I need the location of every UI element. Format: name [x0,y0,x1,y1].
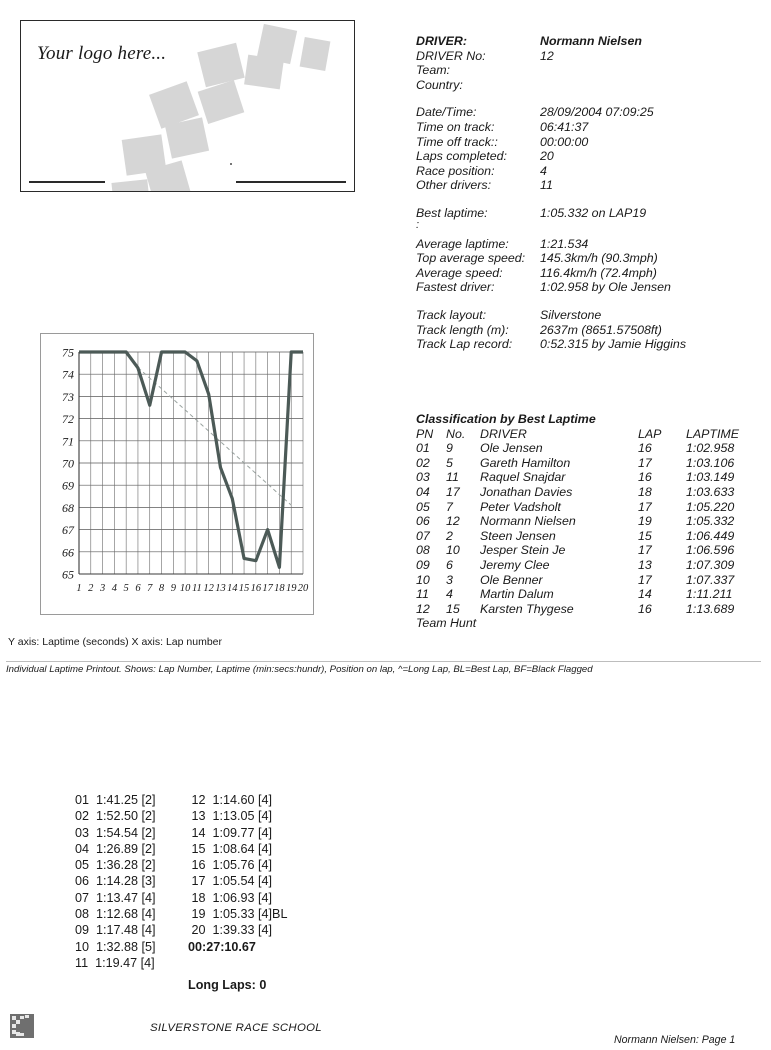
table-row [416,470,766,485]
checkered-flag-square [111,179,150,192]
chart-y-tick: 65 [62,567,74,582]
cell-no: 12 [446,514,460,529]
lap-entry: 12 1:14.60 [4] [191,793,273,807]
cell-lap: 16 [638,601,652,616]
info-row-driver [416,34,766,49]
lap-entry: 05 1:36.28 [2] [75,858,156,873]
info-value: 28/09/2004 07:09:25 [540,105,654,120]
chart-data-line [79,352,303,567]
info-row-time-off-track [416,135,766,150]
table-row [416,441,766,456]
chart-x-tick: 6 [135,583,141,594]
chart-x-tick-labels [76,583,309,594]
cell-lap: 16 [638,441,652,456]
info-value [540,63,766,78]
checkered-flag-square [197,43,245,88]
info-value: 145.3km/h (90.3mph) [540,251,658,266]
lap-entry: 06 1:14.28 [3] [75,874,156,889]
info-row-average-speed [416,266,766,281]
classification-body [416,441,766,616]
spacer [416,295,766,308]
info-row-track-length [416,323,766,338]
info-value: Silverstone [540,307,602,322]
lap-entry: 04 1:26.89 [2] [75,841,156,856]
cell-no: 3 [446,572,453,587]
cell-laptime: 1:06.449 [686,528,735,543]
info-label: DRIVER No: [416,48,486,63]
cell-no: 4 [446,587,453,602]
cell-pn: 04 [416,484,430,499]
cell-driver: Martin Dalum [480,587,554,602]
lap-entry: 08 1:12.68 [4] [75,907,156,922]
classification-header-row [416,427,766,442]
cell-driver: Jesper Stein Je [480,543,566,558]
chart-x-tick: 11 [192,583,202,594]
chart-x-tick: 2 [88,583,94,594]
cell-laptime: 1:03.149 [686,470,735,485]
horizontal-rule [6,661,761,662]
lap-entry: 13 1:13.05 [4] [191,809,273,824]
chart-y-tick: 70 [62,456,74,471]
chart-y-tick: 67 [62,523,74,538]
classification-footer-note: Team Hunt [416,616,477,631]
cell-lap: 13 [638,557,652,572]
cell-lap: 15 [638,528,652,543]
lap-entry: 20 1:39.33 [4] [191,923,273,938]
info-value: 11 [540,178,553,193]
chart-x-tick: 1 [76,583,82,594]
info-value: 20 [540,149,554,164]
cell-driver: Raquel Snajdar [480,470,566,485]
chart-y-tick: 72 [62,412,74,427]
lap-entry: 02 1:52.50 [2] [75,809,156,824]
lap-entry: 10 1:32.88 [5] [75,939,156,954]
cell-laptime: 1:07.309 [686,557,735,572]
info-row-datetime [416,105,766,120]
chart-x-tick: 12 [203,583,214,594]
cell-no: 5 [446,455,453,470]
cell-lap: 17 [638,499,652,514]
long-laps-count: Long Laps: 0 [188,978,267,992]
cell-pn: 09 [416,557,430,572]
chart-axis-caption: Y axis: Laptime (seconds) X axis: Lap number [8,636,222,648]
chart-x-tick: 14 [227,583,238,594]
chart-gridlines [79,352,303,574]
cell-no: 17 [446,484,460,499]
info-value: 1:21.534 [540,236,589,251]
cell-no: 15 [446,601,460,616]
cell-laptime: 1:05.332 [686,514,735,529]
lap-entry: 07 1:13.47 [4] [75,890,156,905]
printout-legend-caption: Individual Laptime Printout. Shows: Lap Number, Laptime (min:secs:hundr), Position on lap, ^=Long Lap, BL=Best Lap, BF=Black Flagged [6,664,593,675]
cell-laptime: 1:11.211 [686,587,733,602]
cell-no: 7 [446,499,453,514]
total-time: 00:27:10.67 [188,940,256,954]
info-label: Laps completed: [416,149,507,164]
info-value: 06:41:37 [540,119,589,134]
table-row [416,558,766,573]
header-no: No. [446,426,466,441]
lap-entry: 01 1:41.25 [2] [75,793,156,807]
chart-x-tick: 10 [179,583,191,594]
logo-rule-left [29,181,105,183]
info-value: 1:05.332 on LAP19 [540,205,647,220]
info-value: 00:00:00 [540,134,589,149]
cell-pn: 03 [416,470,430,485]
lap-entry: 19 1:05.33 [4]BL [191,907,288,922]
total-time-wrap [188,938,256,956]
table-row [416,587,766,602]
cell-lap: 16 [638,470,652,485]
race-school-logo-icon [8,1012,38,1040]
lap-entry: 14 1:09.77 [4] [191,825,273,840]
table-row [416,573,766,588]
cell-pn: 11 [416,587,429,602]
info-value [540,78,766,93]
chart-y-tick: 74 [62,367,74,382]
stray-colon: : [416,218,420,231]
chart-y-tick: 73 [62,389,74,404]
chart-x-tick: 8 [158,583,165,594]
cell-pn: 12 [416,601,430,616]
checkered-flag-square [300,37,331,71]
chart-x-tick: 20 [297,583,309,594]
info-label: Other drivers: [416,178,492,193]
cell-driver: Normann Nielsen [480,514,576,529]
info-row-top-average-speed [416,251,766,266]
table-row [416,514,766,529]
table-row [416,529,766,544]
info-value: 2637m (8651.57508ft) [540,322,662,337]
info-value: 0:52.315 by Jamie Higgins [540,337,687,352]
spacer [416,92,766,105]
cell-lap: 14 [638,587,652,602]
logo-dot [230,163,232,165]
info-label: Time off track:: [416,134,498,149]
chart-y-tick-labels [62,346,75,582]
info-value: Normann Nielsen [540,34,642,48]
lap-entry: 03 1:54.54 [2] [75,825,156,840]
cell-pn: 08 [416,543,430,558]
laptime-chart [40,333,314,615]
cell-laptime: 1:06.596 [686,543,735,558]
chart-x-tick: 15 [238,583,250,594]
info-label: Race position: [416,163,495,178]
cell-no: 9 [446,441,453,456]
table-row [416,500,766,515]
info-row-time-on-track [416,120,766,135]
checkered-flag-square [198,80,245,124]
info-row-other-drivers [416,178,766,193]
cell-no: 11 [446,470,459,485]
chart-x-tick: 16 [250,583,262,594]
info-row-race-position [416,164,766,179]
cell-lap: 17 [638,455,652,470]
info-row-track-lap-record [416,337,766,352]
cell-pn: 07 [416,528,430,543]
cell-laptime: 1:13.689 [686,601,735,616]
info-label: Track length (m): [416,322,509,337]
logo-placeholder-text: Your logo here... [37,43,167,64]
chart-x-tick: 17 [262,583,273,594]
footer-logo-icon [8,1012,38,1040]
cell-lap: 17 [638,572,652,587]
lap-entry: 16 1:05.76 [4] [191,858,273,873]
info-label: Date/Time: [416,105,477,120]
classification-title: Classification by Best Laptime [416,412,596,426]
info-row-average-laptime [416,237,766,252]
cell-laptime: 1:03.106 [686,455,735,470]
chart-x-tick: 9 [170,583,176,594]
info-row-driver-no [416,49,766,64]
cell-pn: 01 [416,441,430,456]
lap-entry: 18 1:06.93 [4] [191,890,273,905]
cell-driver: Steen Jensen [480,528,556,543]
info-label: Team: [416,63,450,78]
chart-x-tick: 7 [147,583,153,594]
info-label: Track Lap record: [416,337,513,352]
info-value: 4 [540,163,547,178]
footer-page-label: Normann Nielsen: Page 1 [614,1034,736,1046]
cell-no: 2 [446,528,453,543]
cell-lap: 19 [638,514,652,529]
logo-rule-right [236,181,346,183]
table-row [416,456,766,471]
cell-pn: 02 [416,455,430,470]
cell-lap: 18 [638,484,652,499]
classification-panel [416,412,766,631]
lap-list-column-1 [75,792,156,971]
spacer [416,193,766,206]
cell-no: 10 [446,543,460,558]
chart-y-tick: 68 [62,500,74,515]
info-row-laps-completed [416,149,766,164]
info-value: 116.4km/h (72.4mph) [540,265,657,280]
info-label: Country: [416,77,463,92]
cell-driver: Jonathan Davies [480,484,573,499]
cell-driver: Ole Jensen [480,441,543,456]
info-row-team [416,63,766,78]
chart-x-tick: 18 [274,583,285,594]
chart-x-tick: 4 [111,583,117,594]
table-row [416,485,766,500]
header-driver: DRIVER [480,426,527,441]
cell-pn: 05 [416,499,430,514]
info-value: 12 [540,48,554,63]
lap-entry: 17 1:05.54 [4] [191,874,273,889]
info-label: Best laptime: [416,205,488,220]
info-label: Fastest driver: [416,280,495,295]
header-pn: PN [416,426,434,441]
cell-driver: Karsten Thygese [480,601,574,616]
long-laps-wrap [188,976,266,994]
chart-y-tick: 71 [62,434,74,449]
cell-pn: 10 [416,572,430,587]
lap-entry: 11 1:19.47 [4] [75,955,155,970]
cell-pn: 06 [416,514,430,529]
cell-laptime: 1:07.337 [686,572,735,587]
info-row-fastest-driver [416,280,766,295]
cell-lap: 17 [638,543,652,558]
info-label: Track layout: [416,307,487,322]
info-label: Average speed: [416,265,503,280]
info-label: DRIVER: [416,34,467,48]
cell-driver: Ole Benner [480,572,543,587]
footer-school-name: SILVERSTONE RACE SCHOOL [150,1022,322,1034]
lap-entry: 15 1:08.64 [4] [191,841,273,856]
chart-y-tick: 66 [62,545,74,560]
chart-x-tick: 13 [215,583,226,594]
info-row-country [416,78,766,93]
header-lap: LAP [638,426,662,441]
chart-x-tick: 19 [285,583,297,594]
cell-laptime: 1:03.633 [686,484,735,499]
lap-entry: 09 1:17.48 [4] [75,923,156,938]
cell-no: 6 [446,557,453,572]
chart-y-tick: 69 [62,478,74,493]
info-row-best-laptime [416,206,766,221]
chart-x-tick: 5 [123,583,129,594]
cell-laptime: 1:02.958 [686,441,735,456]
table-row [416,602,766,617]
cell-driver: Jeremy Clee [480,557,550,572]
classification-table [416,427,766,617]
checkered-flag-square [244,55,284,90]
info-label: Average laptime: [416,236,509,251]
info-label: Top average speed: [416,251,526,266]
driver-info-panel [416,34,766,352]
cell-driver: Gareth Hamilton [480,455,571,470]
spacer [416,230,766,237]
chart-x-tick: 3 [99,583,106,594]
chart-y-tick: 75 [62,345,74,360]
info-label: Time on track: [416,119,495,134]
cell-laptime: 1:05.220 [686,499,735,514]
laptime-chart-svg [41,334,313,614]
table-row [416,543,766,558]
cell-driver: Peter Vadsholt [480,499,561,514]
info-value: 1:02.958 by Ole Jensen [540,280,671,295]
logo-placeholder-box [20,20,355,192]
header-laptime: LAPTIME [686,426,740,441]
info-row-track-layout [416,308,766,323]
checkered-flag-square [165,117,209,158]
